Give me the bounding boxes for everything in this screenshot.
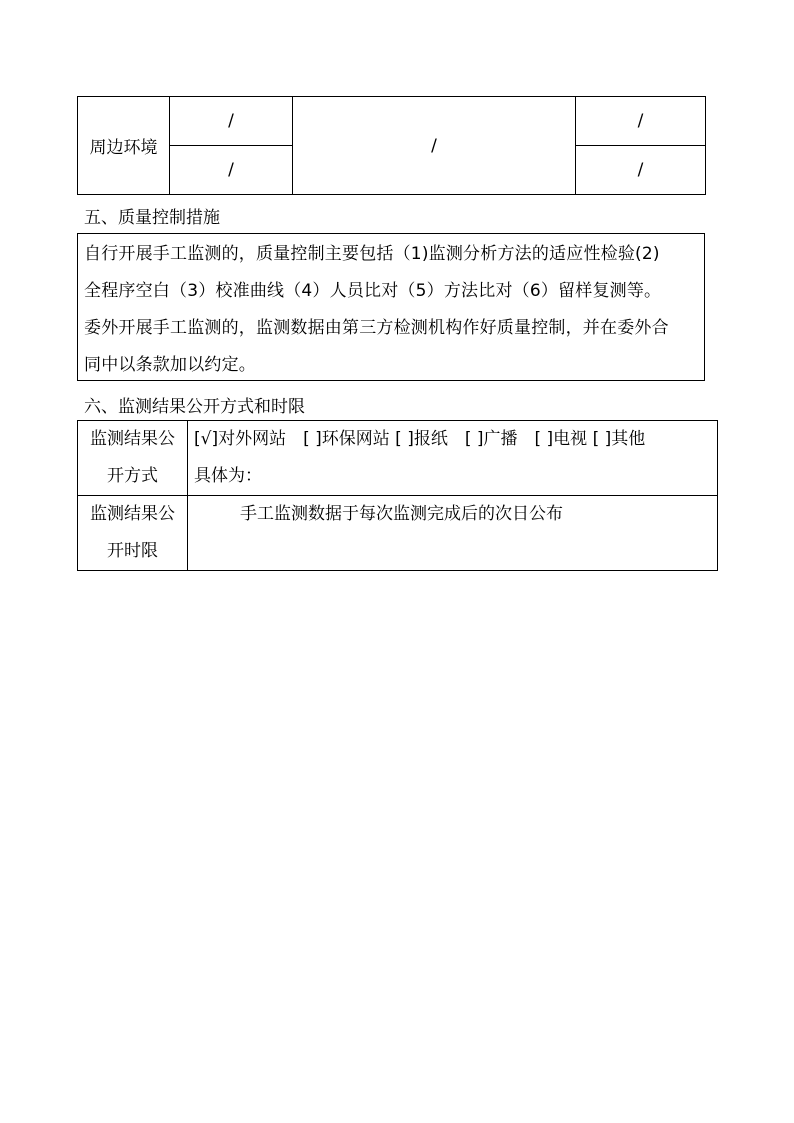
pub-method-label-line1: 监测结果公	[90, 429, 175, 449]
pub-deadline-label	[78, 496, 188, 571]
pub-method-value	[188, 421, 718, 496]
cell-r1c2: /	[170, 97, 293, 146]
pub-deadline-value	[188, 496, 718, 571]
qc-line-4: 同中以条款加以约定。	[84, 355, 256, 375]
section6-title: 六、监测结果公开方式和时限	[84, 397, 305, 417]
pub-deadline-label-line1: 监测结果公	[90, 504, 175, 524]
section5-title: 五、质量控制措施	[84, 208, 220, 228]
qc-line-2: 全程序空白（3）校准曲线（4）人员比对（5）方法比对（6）留样复测等。	[84, 281, 662, 301]
environment-table	[77, 96, 706, 195]
quality-control-box	[77, 233, 705, 381]
row-label-surroundings: 周边环境	[78, 97, 170, 195]
pub-deadline-label-line2: 开时限	[107, 541, 158, 561]
qc-line-1: 自行开展手工监测的，质量控制主要包括（1)监测分析方法的适应性检验(2)	[84, 244, 660, 264]
pub-method-specific: 具体为：	[194, 466, 262, 486]
cell-r1c4: /	[576, 97, 706, 146]
publication-table	[77, 420, 718, 571]
cell-r2c2: /	[170, 146, 293, 195]
cell-r2c4: /	[576, 146, 706, 195]
pub-method-label-line2: 开方式	[107, 466, 158, 486]
cell-merged: /	[293, 97, 576, 195]
pub-deadline-text: 手工监测数据于每次监测完成后的次日公布	[240, 504, 563, 524]
pub-method-options: [√]对外网站 [ ]环保网站 [ ]报纸 [ ]广播 [ ]电视 [ ]其他	[194, 429, 646, 449]
pub-method-label	[78, 421, 188, 496]
qc-line-3: 委外开展手工监测的，监测数据由第三方检测机构作好质量控制，并在委外合	[84, 318, 669, 338]
